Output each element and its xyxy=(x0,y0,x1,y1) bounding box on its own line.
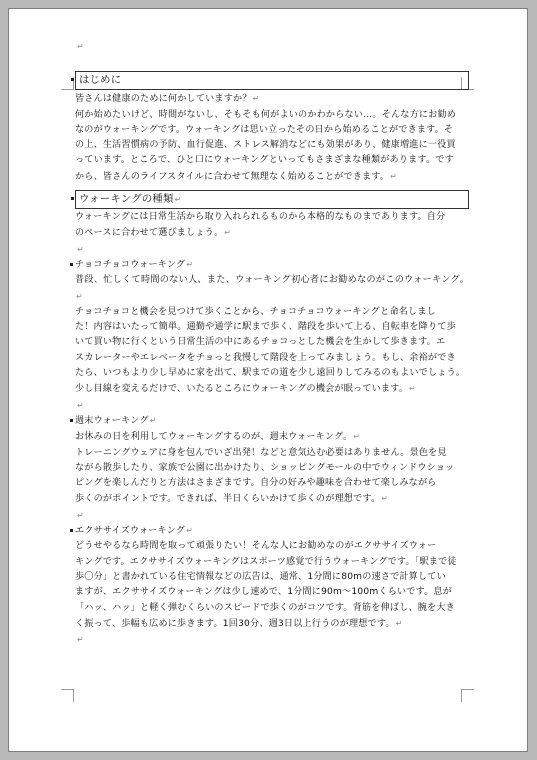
margin-corner-bottom-left xyxy=(61,689,74,702)
text-line: キングです。エクササイズウォーキングはスポーツ感覚で行うウォーキングです。「駅まで徒 xyxy=(75,556,457,567)
document-body[interactable] xyxy=(75,39,469,647)
empty-paragraph: ↵ xyxy=(77,42,84,51)
text-line: いて買い物に行くという日常生活の中にあるチョコっとした機会を生かして歩きます。エ xyxy=(75,337,446,348)
text-line: 「ハッ、ハッ」と軽く弾むくらいのスピードで歩くのがコツです。背筋を伸ばし、腕を大き xyxy=(75,602,455,613)
paragraph-choco xyxy=(75,273,469,397)
text-line: なのがウォーキングです。ウォーキングは思い立ったその日から始めることができます。そ xyxy=(75,124,454,135)
empty-paragraph: ↵ xyxy=(77,400,84,410)
text-line: から、皆さんのライフスタイルに合わせて無理なく始めることができます。↵ xyxy=(75,171,398,182)
text-line: 歩〇分」と書かれている住宅情報などの広告は、通常、1分間に80mの速さで計算してい xyxy=(75,571,446,582)
text-line: 普段、忙しくて時間のない人、また、ウォーキング初心者にお勧めなのがこのウォーキング。↵ xyxy=(75,275,469,301)
section-heading-types: ウォーキングの種類↵ xyxy=(75,190,469,209)
paragraph-exercise xyxy=(75,539,469,632)
text-line: チョコチョコと機会を見つけて歩くことから、チョコチョコウォーキングと命名しまし xyxy=(75,306,436,317)
text-line: ピングを楽しんだりと方法はさまざまです。自分の好みや趣味を合わせて楽しみながら xyxy=(75,478,437,489)
text-line: ながら散歩したり、家族で公園に出かけたり、ショッピングモールの中でウィンドウショッ xyxy=(75,462,455,473)
empty-paragraph: ↵ xyxy=(77,510,84,520)
margin-corner-bottom-right xyxy=(461,689,474,702)
empty-paragraph: ↵ xyxy=(77,244,84,254)
text-line: た！内容はいたって簡単。通勤や通学に駅まで歩く、階段を歩いて上る、自転車を降りて歩 xyxy=(75,322,456,333)
text-line: の上、生活習慣病の予防、血行促進、ストレス解消などにも効果があり、健康増進に一役買 xyxy=(75,140,456,151)
section-heading-intro: はじめに xyxy=(75,71,469,90)
subsection-title-choco: チョコチョコウォーキング↵ xyxy=(75,257,469,273)
text-line: ますが、エクササイズウォーキングは少し速めで、1分間に90m～100mくらいです。息が xyxy=(75,587,453,598)
paragraph-intro xyxy=(75,91,469,185)
subsection-title-exercise: エクササイズウォーキング↵ xyxy=(75,523,469,539)
text-line: 少し目線を変えるだけで、いたるところにウォーキングの機会が眠っています。↵ xyxy=(75,384,416,395)
text-line: のペースに合わせて選びましょう。↵ xyxy=(75,228,232,239)
paragraph-types xyxy=(75,210,469,242)
document-page xyxy=(8,8,528,752)
text-line: スカレーターやエレベータをチョっと我慢して階段を上ってみましょう。もし、余裕ができ xyxy=(75,352,456,363)
subsection-title-weekend: 週末ウォーキング↵ xyxy=(75,413,469,429)
text-line: お休みの日を利用してウォーキングするのが、週末ウォーキング。↵ xyxy=(75,432,361,443)
text-line: っています。ところで、ひと口にウォーキングといってもさまざまな種類があります。です xyxy=(75,155,454,166)
text-line: たら、いつもより少し早めに家を出て、駅までの道を少し遠回りしてみるのもよいでしょう。 xyxy=(75,368,466,379)
text-line: どうせやるなら時間を取って頑張りたい！そんな人にお勧めなのがエクササイズウォー xyxy=(75,541,437,552)
text-line: ウォーキングには日常生活から取り入れられるものから本格的なものまであります。自分 xyxy=(75,212,446,223)
empty-paragraph: ↵ xyxy=(77,635,84,645)
text-line: く振って、歩幅も広めに歩きます。1回30分、週3日以上行うのが理想です。↵ xyxy=(75,618,403,629)
text-line: トレーニングウェアに身を包んでいざ出発！などと意気込む必要はありません。景色を見 xyxy=(75,447,447,458)
text-line: 何か始めたいけど、時間がないし、そもそも何がよいのかわからない…。そんな方にお勧め xyxy=(75,109,457,120)
paragraph-weekend xyxy=(75,429,469,507)
text-line: 皆さんは健康のために何かしていますか？↵ xyxy=(75,94,260,105)
text-line: 歩くのがポイントです。できれば、半日くらいかけて歩くのが理想です。↵ xyxy=(75,494,389,505)
